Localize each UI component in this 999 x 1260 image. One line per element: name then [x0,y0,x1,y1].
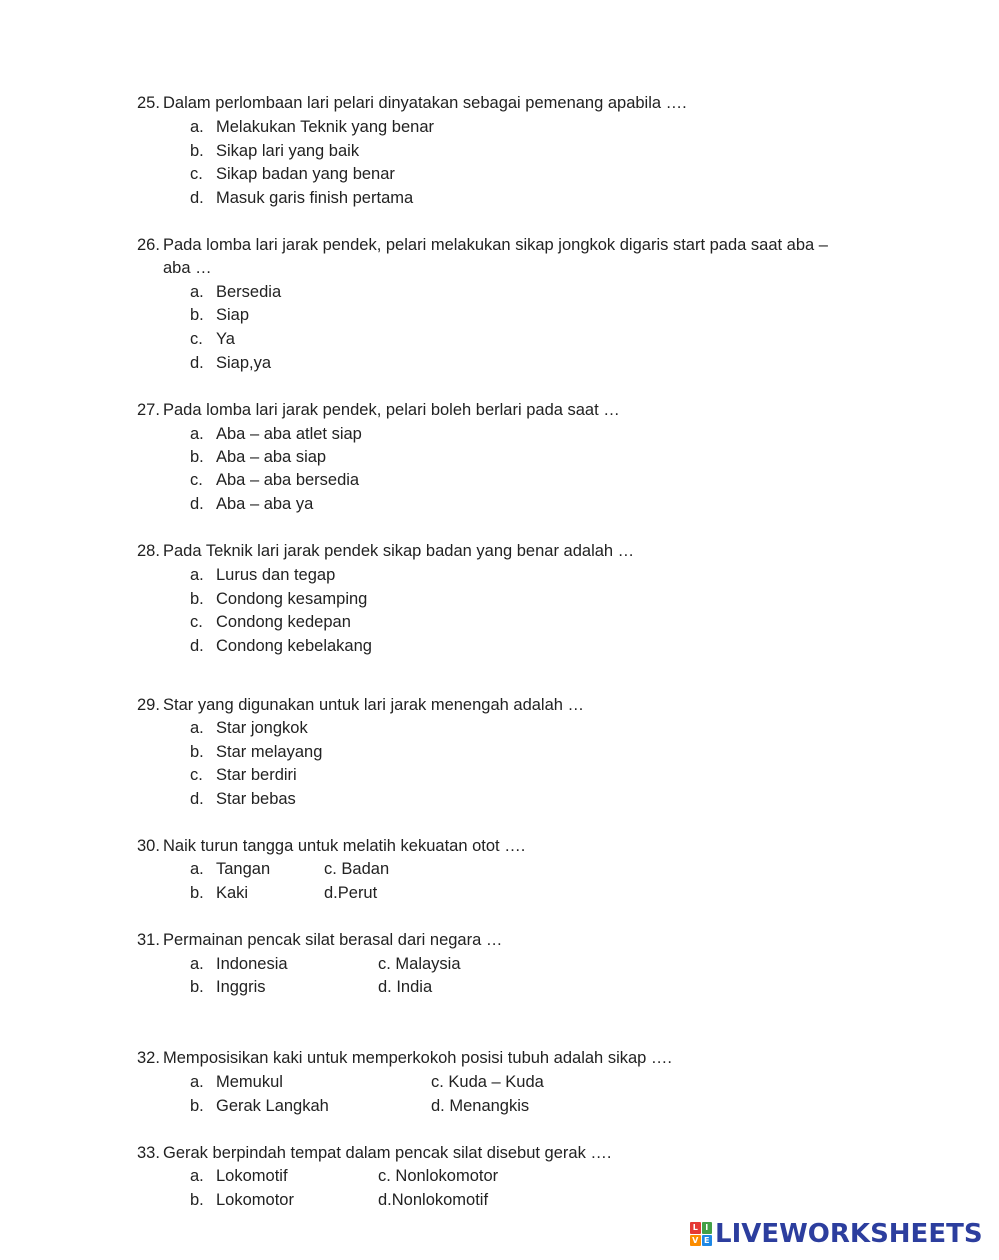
logo-mark-icon [690,1222,712,1246]
option-letter: a. [190,719,204,737]
option-letter: a. [190,425,204,443]
option-letter: a. [190,118,204,136]
option-letter: b. [190,978,204,996]
question-27 [137,400,620,420]
question-text: Dalam perlombaan lari pelari dinyatakan sebagai pemenang apabila …. [163,94,687,112]
question-number: 27. [137,401,160,419]
question-text: Memposisikan kaki untuk memperkokoh posisi tubuh adalah sikap …. [163,1049,673,1067]
option-text: Gerak Langkah [216,1097,329,1115]
question-text: Pada lomba lari jarak pendek, pelari melakukan sikap jongkok digaris start pada saat aba – [163,236,828,254]
option-letter: c. [190,613,203,631]
question-30 [137,836,525,856]
logo-wordmark: LIVEWORKSHEETS [715,1219,983,1249]
option-letter: a. [190,283,204,301]
option-letter: d. [190,637,204,655]
question-text: Pada lomba lari jarak pendek, pelari boleh berlari pada saat … [163,401,620,419]
option-text: Aba – aba atlet siap [216,425,362,443]
option[interactable] [190,765,297,785]
option[interactable] [190,859,270,879]
option-letter: c. [190,330,203,348]
logo-mark-letter: V [690,1235,701,1247]
option-letter: b. [190,306,204,324]
option[interactable] [190,447,326,467]
question-31 [137,930,502,950]
option[interactable] [190,954,288,974]
option-text: Condong kebelakang [216,637,372,655]
option[interactable]: d.Perut [324,884,378,902]
option[interactable] [190,636,372,656]
option[interactable] [190,883,248,903]
option[interactable] [190,742,322,762]
question-number: 28. [137,542,160,560]
option[interactable] [190,494,313,514]
option-letter: b. [190,743,204,761]
option[interactable] [190,718,308,738]
option-letter: a. [190,1167,204,1185]
question-number: 30. [137,837,160,855]
option-text: Siap [216,306,250,324]
question-28 [137,541,634,561]
option[interactable]: d. India [378,978,433,996]
question-29 [137,695,584,715]
option-letter: c. [190,471,203,489]
option-text: Condong kedepan [216,613,351,631]
option[interactable] [190,977,266,997]
option[interactable] [190,1072,283,1092]
option[interactable]: c. Kuda – Kuda [431,1073,544,1091]
option[interactable] [190,589,367,609]
liveworksheets-logo[interactable] [690,1220,983,1248]
option-letter: b. [190,884,204,902]
question-number: 29. [137,696,160,714]
option-letter: d. [190,189,204,207]
option-letter: b. [190,142,204,160]
option-text: Star bebas [216,790,296,808]
question-number: 31. [137,931,160,949]
option[interactable]: d. Menangkis [431,1097,530,1115]
option[interactable] [190,305,249,325]
option-text: Memukul [216,1073,283,1091]
option[interactable] [190,329,235,349]
logo-mark-letter: L [690,1222,701,1234]
option-text: Tangan [216,860,271,878]
option[interactable] [190,353,271,373]
option-text: Masuk garis finish pertama [216,189,414,207]
question-text: Gerak berpindah tempat dalam pencak silat disebut gerak …. [163,1144,612,1162]
option-text: Condong kesamping [216,590,368,608]
option-text: Ya [216,330,235,348]
option-text: Lokomotif [216,1167,288,1185]
option-letter: d. [190,354,204,372]
option-letter: a. [190,860,204,878]
question-text: Star yang digunakan untuk lari jarak menengah adalah … [163,696,585,714]
option-text: Lokomotor [216,1191,294,1209]
option-letter: a. [190,1073,204,1091]
option-text: Sikap badan yang benar [216,165,395,183]
option[interactable] [190,424,362,444]
option[interactable] [190,470,359,490]
option-text: Bersedia [216,283,282,301]
option[interactable] [190,1166,288,1186]
option[interactable]: c. Badan [324,860,390,878]
option-letter: a. [190,955,204,973]
option-text: Star berdiri [216,766,297,784]
option-letter: c. [190,766,203,784]
option-text: Star jongkok [216,719,308,737]
option-letter: b. [190,448,204,466]
option-text: Melakukan Teknik yang benar [216,118,434,136]
option-text: Indonesia [216,955,288,973]
question-text: Naik turun tangga untuk melatih kekuatan otot …. [163,837,526,855]
option-letter: c. [190,165,203,183]
question-number: 32. [137,1049,160,1067]
option-letter: b. [190,1097,204,1115]
option[interactable] [190,282,281,302]
option[interactable]: c. Nonlokomotor [378,1167,499,1185]
option[interactable] [190,188,413,208]
option-text: Kaki [216,884,249,902]
option[interactable] [190,164,395,184]
logo-mark-letter: E [702,1235,713,1247]
option-text: Aba – aba siap [216,448,327,466]
option-letter: d. [190,790,204,808]
option-text: Inggris [216,978,266,996]
option-letter: b. [190,1191,204,1209]
option[interactable] [190,1190,294,1210]
option-text: Sikap lari yang baik [216,142,360,160]
question-number: 25. [137,94,160,112]
option[interactable]: c. Malaysia [378,955,461,973]
question-25 [137,93,687,113]
option-text: Aba – aba ya [216,495,314,513]
question-number: 26. [137,236,160,254]
option-letter: a. [190,566,204,584]
option[interactable] [190,1096,329,1116]
question-32 [137,1048,672,1068]
option[interactable] [190,612,351,632]
logo-mark-letter: I [702,1222,713,1234]
option[interactable] [190,789,296,809]
question-number: 33. [137,1144,160,1162]
option-text: Aba – aba bersedia [216,471,360,489]
option[interactable] [190,141,359,161]
option[interactable] [190,117,434,137]
question-text: Permainan pencak silat berasal dari negara … [163,931,503,949]
option[interactable]: d.Nonlokomotif [378,1191,489,1209]
question-33 [137,1143,612,1163]
question-text-continued: aba … [163,259,212,277]
option-text: Star melayang [216,743,323,761]
question-text: Pada Teknik lari jarak pendek sikap badan yang benar adalah … [163,542,635,560]
option-text: Siap,ya [216,354,272,372]
option-text: Lurus dan tegap [216,566,336,584]
question-26 [137,235,828,255]
option-letter: d. [190,495,204,513]
option-letter: b. [190,590,204,608]
option[interactable] [190,565,335,585]
